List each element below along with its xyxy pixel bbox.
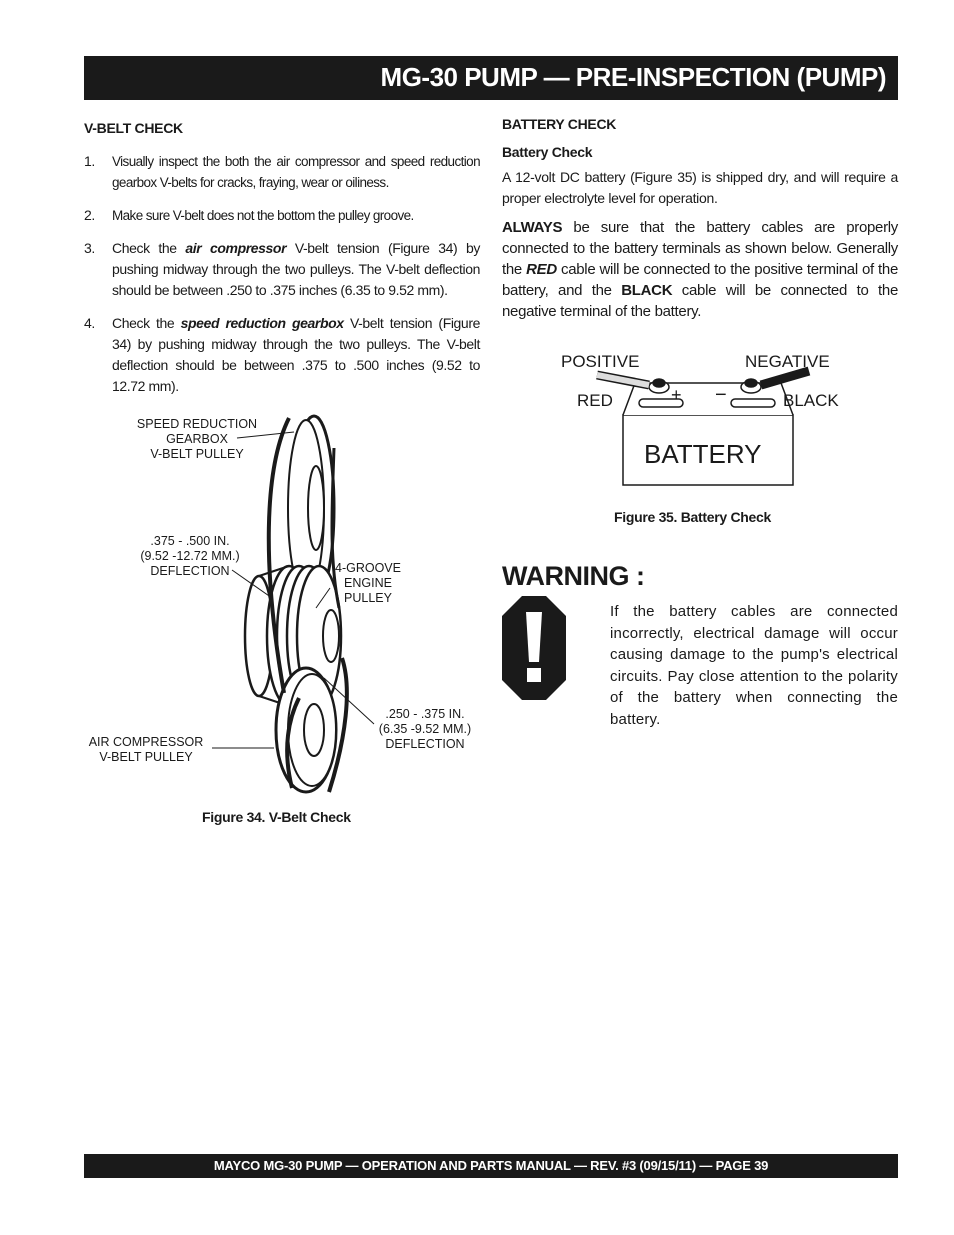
step-text xyxy=(112,238,480,301)
emphasis-text: speed reduction gearbox xyxy=(180,315,344,331)
emphasis-text: air compressor xyxy=(185,240,287,256)
fig34-label-defl1-2: (9.52 -12.72 MM.) xyxy=(140,549,240,563)
vbelt-step xyxy=(84,205,480,226)
fig34-label-defl1-1: .375 - .500 IN. xyxy=(150,534,230,548)
battery-subheading: Battery Check xyxy=(502,144,593,160)
text-run: Make sure V-belt does not the bottom the pulley groove. xyxy=(112,208,414,223)
vbelt-heading: V-BELT CHECK xyxy=(84,120,183,136)
fig34-label-aircomp-2: V-BELT PULLEY xyxy=(99,750,193,764)
fig34-label-gearbox-3: V-BELT PULLEY xyxy=(150,447,244,461)
vbelt-figure xyxy=(84,408,484,798)
fig34-label-aircomp-1: AIR COMPRESSOR xyxy=(88,735,204,749)
bold-text: BLACK xyxy=(621,282,673,299)
fig34-label-engine-2: ENGINE xyxy=(344,576,392,590)
warning-text: If the battery cables are connected incorrectly, electrical damage will occur causing damage to the pump's electrical circuits. Pay close attention to the polarity of the battery when connecting the battery. xyxy=(610,603,898,728)
step-text xyxy=(112,205,480,226)
step-number: 4. xyxy=(84,315,95,331)
step-number: 1. xyxy=(84,153,95,169)
page-title-bar xyxy=(84,56,898,100)
figure-35-caption: Figure 35. Battery Check xyxy=(614,509,771,525)
page-footer: MAYCO MG-30 PUMP — OPERATION AND PARTS MANUAL — REV. #3 (09/15/11) — PAGE 39 xyxy=(84,1154,898,1178)
vbelt-section xyxy=(84,118,480,409)
bold-text: ALWAYS xyxy=(502,219,563,236)
battery-section xyxy=(502,114,898,330)
text-run: be sure that the battery cables are properly connected to the battery terminals as shown below. Generally the xyxy=(502,219,898,278)
fig35-red-label: RED xyxy=(577,391,613,410)
warning-octagon-icon xyxy=(502,596,566,700)
text-run: Visually inspect the both the air compressor and speed reduction gearbox V-belts for cracks, fraying, wear or oiliness. xyxy=(112,154,480,190)
text-run: Check the xyxy=(112,240,186,256)
vbelt-step xyxy=(84,313,480,397)
fig34-label-defl2-1: .250 - .375 IN. xyxy=(385,707,465,721)
fig34-label-engine-1: 4-GROOVE xyxy=(335,561,401,575)
figure-34-caption: Figure 34. V-Belt Check xyxy=(202,809,351,825)
step-text xyxy=(112,151,480,193)
vbelt-step xyxy=(84,238,480,301)
step-text xyxy=(112,313,480,397)
fig35-plus-sign: + xyxy=(671,385,682,405)
vbelt-steps-list xyxy=(84,151,480,397)
fig34-label-gearbox-1: SPEED REDUCTION xyxy=(136,417,258,431)
fig34-label-defl1-3: DEFLECTION xyxy=(150,564,230,578)
fig34-label-defl2-3: DEFLECTION xyxy=(385,737,465,751)
fig35-minus-sign: − xyxy=(715,384,727,406)
fig35-battery-label: BATTERY xyxy=(644,439,762,469)
warning-title: WARNING : xyxy=(502,561,645,591)
page-title: MG-30 PUMP — PRE-INSPECTION (PUMP) xyxy=(380,62,886,92)
step-number: 2. xyxy=(84,207,95,223)
fig34-label-gearbox-2: GEARBOX xyxy=(166,432,228,446)
emphasis-text: RED xyxy=(526,261,557,278)
step-number: 3. xyxy=(84,240,95,256)
fig35-black-label: BLACK xyxy=(783,391,839,410)
text-run: cable will be connected to the negative terminal of the battery. xyxy=(502,282,898,320)
vbelt-step xyxy=(84,151,480,193)
battery-figure xyxy=(555,345,855,495)
text-run: cable will be connected to the positive terminal of the battery, and the xyxy=(502,261,898,299)
fig35-positive-label: POSITIVE xyxy=(561,352,640,371)
battery-para-2 xyxy=(502,217,898,322)
text-run: Check the xyxy=(112,315,181,331)
battery-heading: BATTERY CHECK xyxy=(502,116,617,132)
text-run: V-belt tension (Figure 34) by pushing midway through the two pulleys. The V-belt deflection should be between .375 to .500 inches (9.52 to 12.72 mm). xyxy=(112,315,480,394)
text-run: V-belt tension (Figure 34) by pushing midway through the two pulleys. The V-belt deflection should be between .250 to .375 inches (6.35 to 9.52 mm). xyxy=(112,240,480,298)
fig35-negative-label: NEGATIVE xyxy=(745,352,830,371)
fig34-label-engine-3: PULLEY xyxy=(344,591,392,605)
fig34-label-defl2-2: (6.35 -9.52 MM.) xyxy=(378,722,472,736)
battery-para-1: A 12-volt DC battery (Figure 35) is shipped dry, and will require a proper electrolyte level for operation. xyxy=(502,169,898,206)
